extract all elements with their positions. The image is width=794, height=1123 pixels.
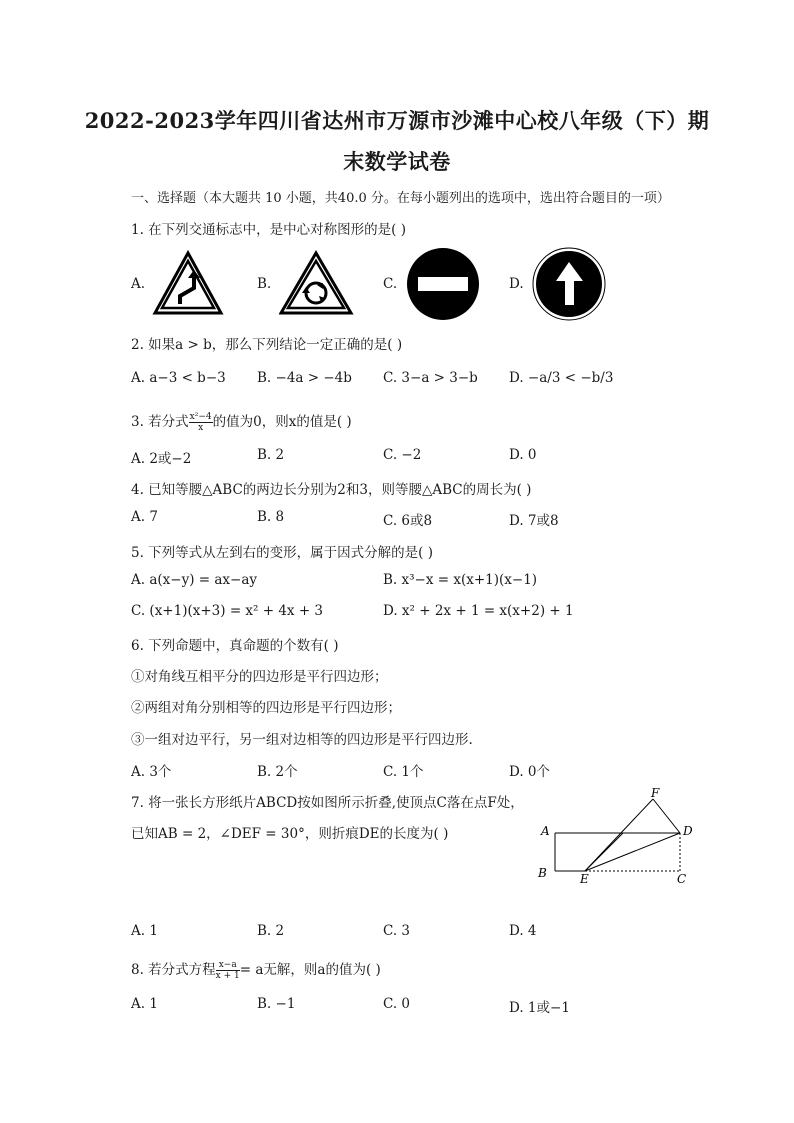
crease-DE (585, 833, 680, 871)
roundabout-warning-icon (279, 250, 354, 316)
q7-option-b: B. 2 (257, 923, 285, 939)
q3-frac-den: x (198, 423, 204, 433)
double-bend-warning-icon (152, 250, 224, 316)
straight-ahead-icon (531, 247, 607, 321)
q3-frac-num: x²−4 (189, 412, 212, 422)
q7-option-a: A. 1 (131, 923, 158, 939)
q5-option-c: C. (x+1)(x+3) = x² + 4x + 3 (131, 603, 324, 619)
page-title-line1: 2022-2023学年四川省达州市万源市沙滩中心校八年级（下）期 (84, 108, 710, 133)
q1-stem: 1. 在下列交通标志中，是中心对称图形的是( ) (131, 222, 406, 238)
q3-option-a: A. 2或−2 (131, 451, 192, 467)
q5-option-d: D. x² + 2x + 1 = x(x+2) + 1 (383, 603, 574, 619)
q4-option-a: A. 7 (131, 509, 158, 525)
q2-stem: 2. 如果a > b，那么下列结论一定正确的是( ) (131, 337, 403, 353)
q3-option-b: B. 2 (257, 447, 285, 463)
q8-option-a: A. 1 (131, 996, 158, 1012)
q5-option-a: A. a(x−y) = ax−ay (131, 572, 258, 588)
q4-option-d: D. 7或8 (509, 513, 559, 529)
q7-stem-line1: 7. 将一张长方形纸片ABCD按如图所示折叠,使顶点C落在点F处， (131, 795, 524, 811)
q2-option-b: B. −4a > −4b (257, 370, 352, 386)
page-title-line2: 末数学试卷 (343, 149, 451, 174)
label-D: D (683, 824, 693, 838)
q8-stem-pre: 8. 若分式方程 (131, 962, 216, 978)
q3-stem-post: 的值为0，则x的值是( ) (212, 414, 352, 430)
label-E: E (580, 872, 589, 885)
q2-option-d: D. −a/3 < −b/3 (509, 370, 614, 386)
q6-stem: 6. 下列命题中，真命题的个数有( ) (131, 638, 339, 654)
q7-stem-line2: 已知AB = 2，∠DEF = 30°，则折痕DE的长度为( ) (131, 826, 449, 842)
q8-stem-post: = a无解，则a的值为( ) (239, 962, 381, 978)
q1-option-b: B. (257, 276, 272, 292)
q8-stem (131, 958, 381, 981)
q2-option-c: C. 3−a > 3−b (383, 370, 478, 386)
label-F: F (651, 786, 660, 800)
q3-stem-pre: 3. 若分式 (131, 414, 189, 430)
q6-option-b: B. 2个 (257, 764, 298, 780)
q1-option-a: A. (131, 276, 146, 292)
label-A: A (541, 824, 550, 838)
q3-fraction (189, 412, 213, 433)
label-B: B (538, 866, 547, 880)
label-C: C (677, 872, 687, 885)
q6-item-1: ①对角线互相平分的四边形是平行四边形； (131, 669, 388, 685)
q3-stem (131, 410, 352, 433)
q8-option-c: C. 0 (383, 996, 411, 1012)
q7-option-d: D. 4 (509, 923, 537, 939)
q4-option-b: B. 8 (257, 509, 285, 525)
q4-stem: 4. 已知等腰△ABC的两边长分别为2和3，则等腰△ABC的周长为( ) (131, 482, 532, 498)
q6-item-3: ③一组对边平行，另一组对边相等的四边形是平行四边形. (131, 732, 473, 748)
q8-fraction (216, 960, 240, 981)
q3-option-c: C. −2 (383, 447, 422, 463)
q7-option-c: C. 3 (383, 923, 411, 939)
segment-E-to-AD (585, 833, 623, 871)
q6-option-d: D. 0个 (509, 764, 551, 780)
q6-item-2: ②两组对角分别相等的四边形是平行四边形； (131, 700, 401, 716)
no-entry-icon (404, 246, 482, 322)
q6-option-c: C. 1个 (383, 764, 424, 780)
q8-option-d: D. 1或−1 (509, 1000, 570, 1016)
q1-option-d: D. (509, 276, 524, 292)
q8-frac-den: x + 1 (215, 971, 240, 981)
q3-option-d: D. 0 (509, 447, 537, 463)
q8-option-b: B. −1 (257, 996, 296, 1012)
q5-option-b: B. x³−x = x(x+1)(x−1) (383, 572, 538, 588)
section-heading: 一、选择题（本大题共 10 小题，共40.0 分。在每小题列出的选项中，选出符合题目的一项） (131, 191, 670, 206)
segment-FD (653, 799, 680, 833)
q6-option-a: A. 3个 (131, 764, 172, 780)
q5-stem: 5. 下列等式从左到右的变形，属于因式分解的是( ) (131, 545, 433, 561)
q7-fold-diagram (535, 785, 700, 885)
q2-option-a: A. a−3 < b−3 (131, 370, 226, 386)
q1-option-c: C. (383, 276, 398, 292)
q8-frac-num: x−a (216, 960, 240, 971)
q4-option-c: C. 6或8 (383, 513, 433, 529)
